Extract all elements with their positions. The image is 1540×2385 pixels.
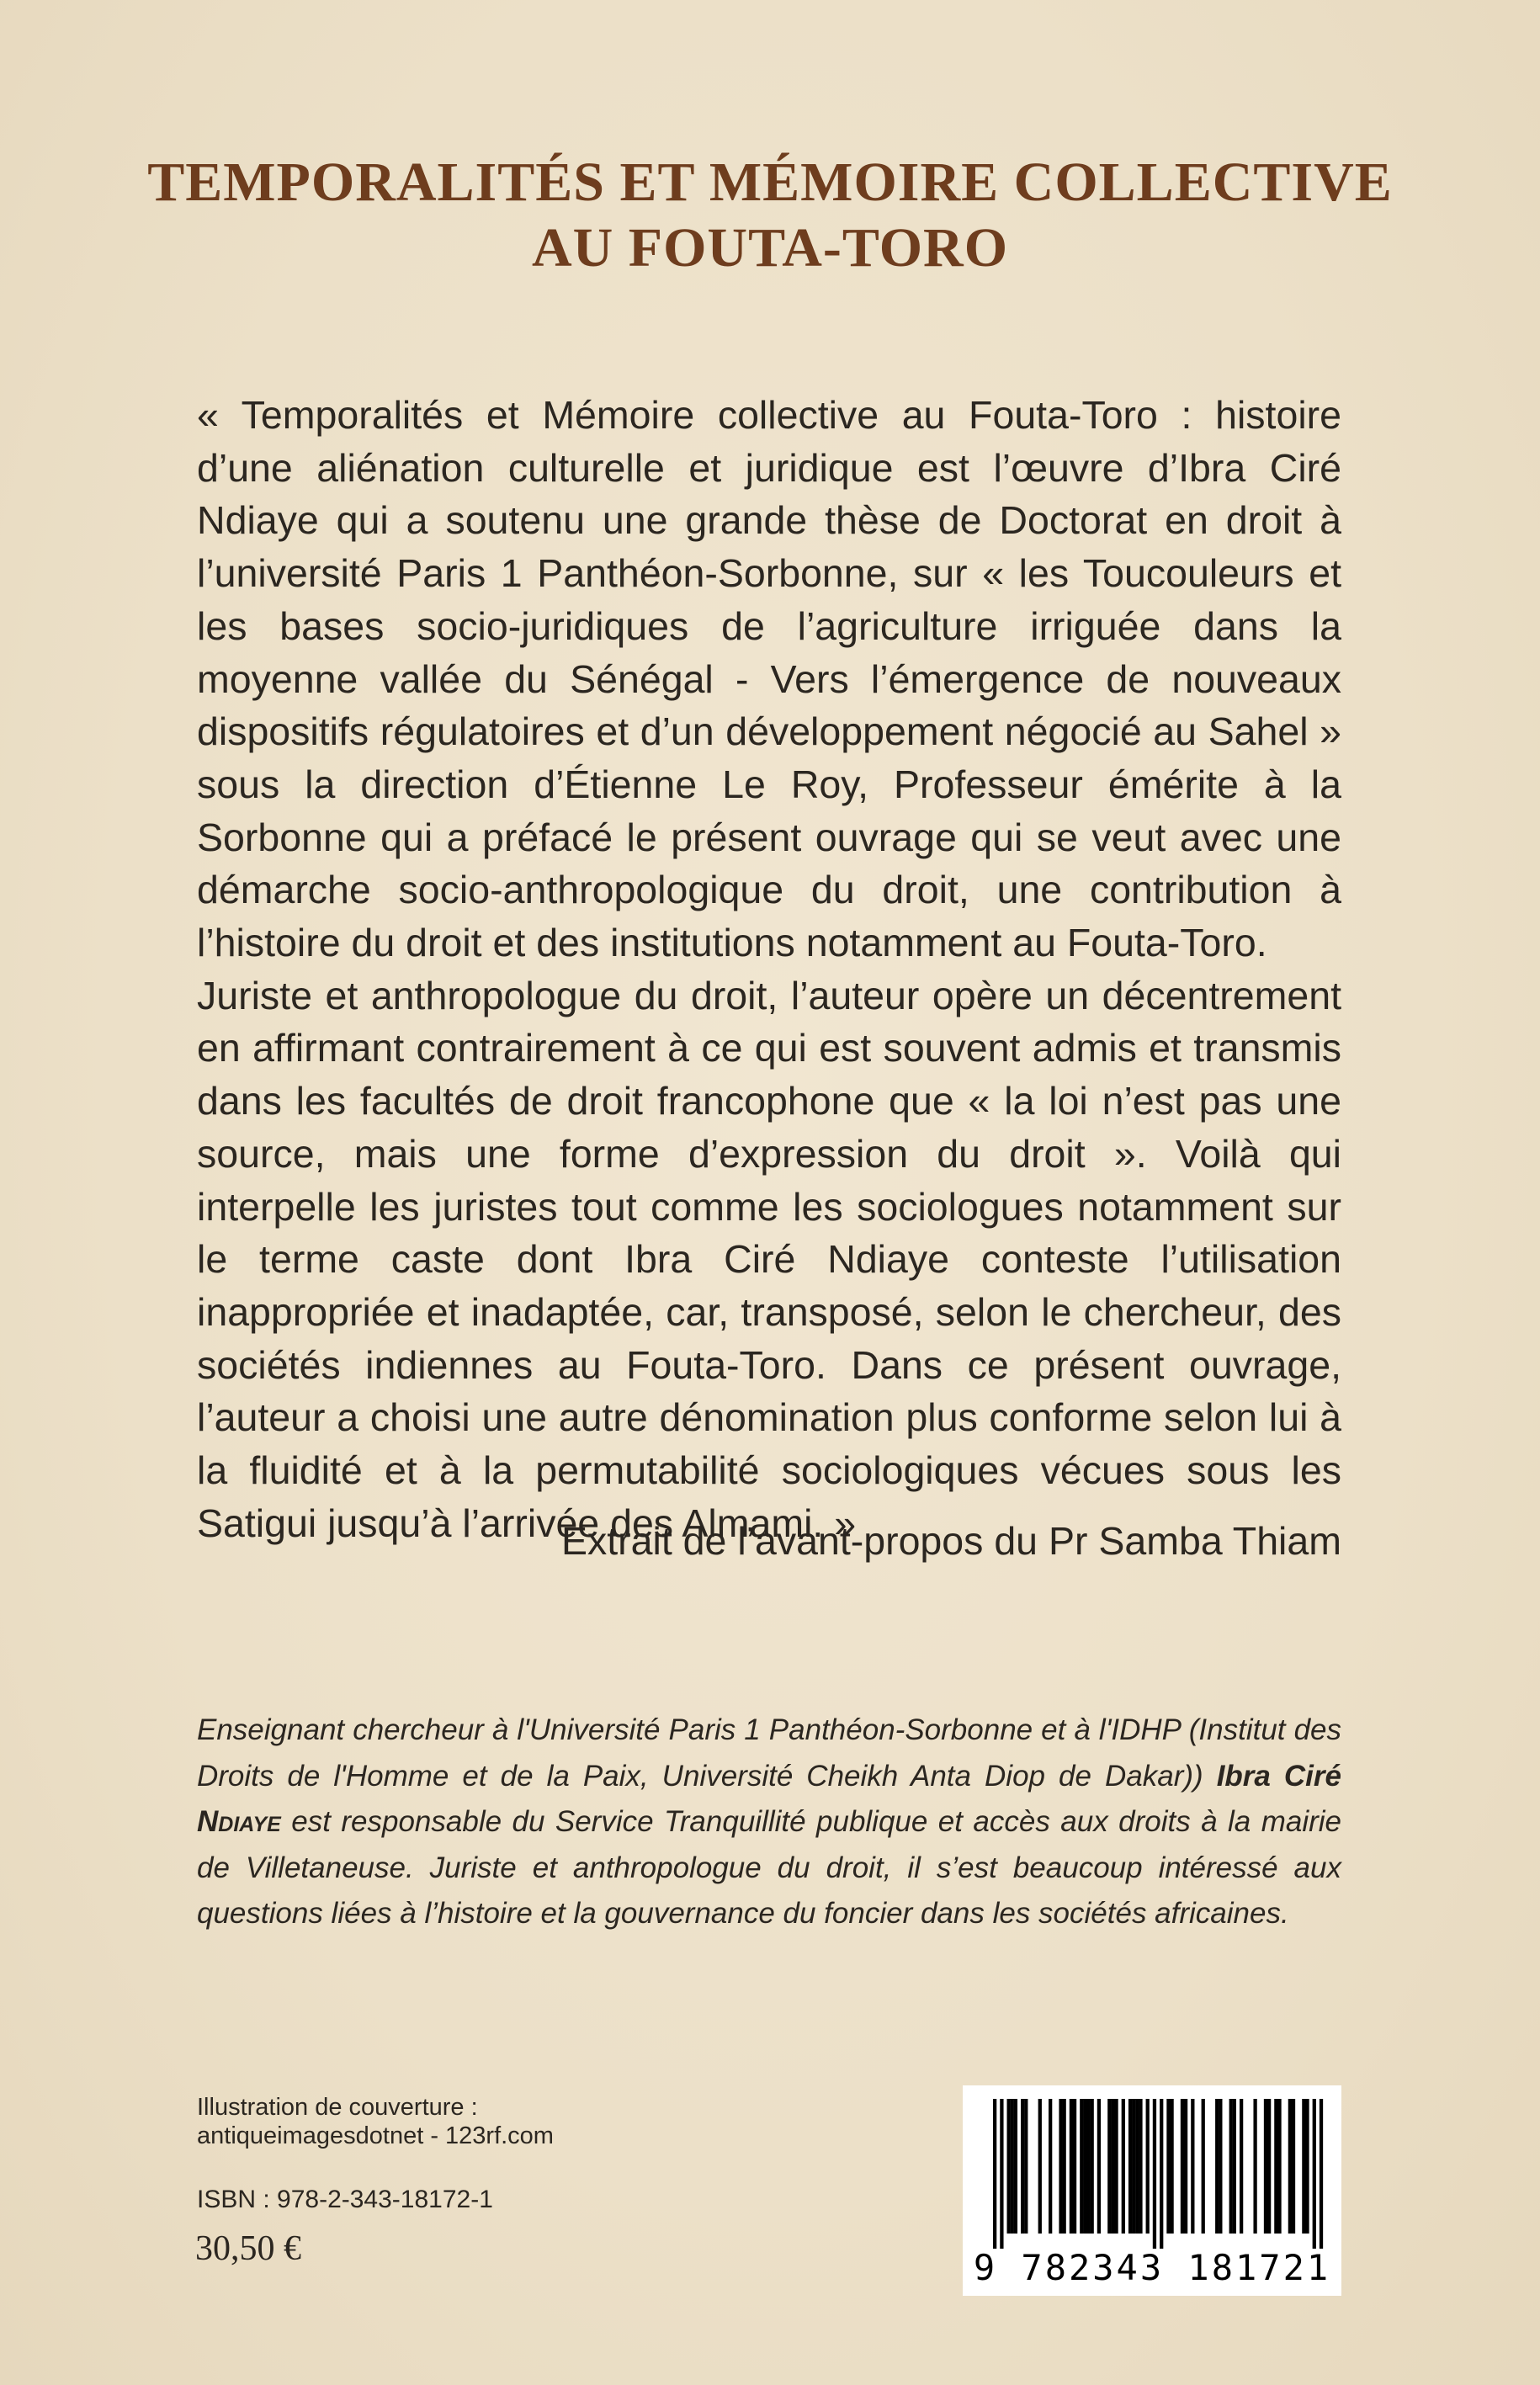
barcode-bar xyxy=(1233,2099,1236,2234)
barcode xyxy=(963,2085,1341,2296)
barcode-bar xyxy=(1135,2099,1139,2234)
barcode-bar xyxy=(1107,2099,1111,2234)
barcode-bar xyxy=(1264,2099,1267,2234)
book-title-line-2: AU FOUTA-TORO xyxy=(531,217,1009,279)
barcode-bar xyxy=(1274,2099,1277,2234)
book-title-line-1: TEMPORALITÉS ET MÉMOIRE COLLECTIVE xyxy=(147,151,1393,213)
barcode-digits: 9 782343 181721 xyxy=(973,2247,1331,2288)
barcode-bar xyxy=(1229,2099,1233,2234)
price: 30,50 € xyxy=(195,2229,301,2268)
author-bio xyxy=(197,1708,1341,1937)
cover-credits-label: Illustration de couverture : xyxy=(197,2094,478,2121)
author-name-first: Ibra Ciré xyxy=(1216,1759,1341,1793)
barcode-bar xyxy=(1011,2099,1014,2234)
abstract xyxy=(197,389,1341,1549)
barcode-bar xyxy=(1049,2099,1052,2234)
barcode-bar xyxy=(1122,2099,1125,2234)
barcode-bar xyxy=(1153,2099,1156,2249)
barcode-bar xyxy=(1059,2099,1062,2234)
barcode-bars xyxy=(976,2099,1328,2249)
book-title xyxy=(0,150,1540,281)
barcode-bar xyxy=(1111,2099,1114,2234)
barcode-bar xyxy=(993,2099,996,2249)
barcode-bar xyxy=(1086,2099,1090,2234)
bio-text-start: Enseignant chercheur à l'Université Paris 1 Panthéon-Sorbonne et à l'IDHP (Institut des Droits de l'Homme et de la Paix, Université Cheikh Anta Diop de Dakar)) xyxy=(197,1713,1341,1793)
barcode-bar xyxy=(1070,2099,1073,2234)
barcode-bar xyxy=(1184,2099,1187,2234)
barcode-bar xyxy=(1267,2099,1271,2234)
isbn: ISBN : 978-2-343-18172-1 xyxy=(197,2186,493,2213)
barcode-bar xyxy=(1170,2099,1173,2234)
barcode-bar xyxy=(1038,2099,1042,2234)
bio-text-end: est responsable du Service Tranquillité publique et accès aux droits à la mairie de Villetaneuse. Juriste et anthropologue du droit, il s’est beaucoup intéressé aux questions liées à l’histoire et la gouvernance du foncier dans les sociétés africaines. xyxy=(197,1805,1341,1930)
abstract-paragraph-2: Juriste et anthropologue du droit, l’auteur opère un décentrement en affirmant contrairement à ce qui est souvent admis et transmis dans les facultés de droit francophone que « la loi n’est pas une source, mais une forme d’expression du droit ». Voilà qui interpelle les juristes tout comme les sociologues notamment sur le terme caste dont Ibra Ciré Ndiaye conteste l’utilisation inappropriée et inadaptée, car, transposé, selon le chercheur, des sociétés indiennes au Fouta-Toro. Dans ce présent ouvrage, l’auteur a choisi une autre dénomination plus conforme selon lui à la fluidité et à la permutabilité sociologiques vécues sous les Satigui jusqu’à l’arrivée des Almami. » xyxy=(197,973,1341,1545)
cover-credits-source: antiqueimagesdotnet - 123rf.com xyxy=(197,2122,554,2149)
barcode-bar xyxy=(1091,2099,1094,2234)
barcode-bar xyxy=(1288,2099,1292,2234)
barcode-bar xyxy=(1114,2099,1118,2234)
barcode-bar xyxy=(1181,2099,1184,2234)
barcode-bar xyxy=(1128,2099,1132,2234)
barcode-bar xyxy=(1160,2099,1163,2249)
barcode-bar xyxy=(1000,2099,1003,2249)
barcode-bar xyxy=(1302,2099,1305,2234)
author-name-last: Ndiaye xyxy=(197,1805,281,1838)
barcode-bar xyxy=(1253,2099,1256,2234)
barcode-bar xyxy=(1063,2099,1066,2234)
barcode-bar xyxy=(1021,2099,1024,2234)
barcode-bar xyxy=(1277,2099,1281,2234)
barcode-bar xyxy=(1215,2099,1219,2234)
barcode-bar xyxy=(1083,2099,1086,2234)
barcode-bar xyxy=(1240,2099,1243,2234)
abstract-paragraph-1: « Temporalités et Mémoire collective au Fouta-Toro : histoire d’une aliénation culturelle et juridique est l’œuvre d’Ibra Ciré Ndiaye qui a soutenu une grande thèse de Doctorat en droit à l’université Paris 1 Panthéon-Sorbonne, sur « les Toucouleurs et les bases socio-juridiques de l’agriculture irriguée dans la moyenne vallée du Sénégal - Vers l’émergence de nouveaux dispositifs régulatoires et d’un développement négocié au Sahel » sous la direction d’Étienne Le Roy, Professeur émérite à la Sorbonne qui a préfacé le présent ouvrage qui se veut avec une démarche socio-anthropologique du droit, une contribution à l’histoire du droit et des institutions notamment au Fouta-Toro. xyxy=(197,393,1341,965)
barcode-bar xyxy=(1202,2099,1205,2234)
barcode-bar xyxy=(1132,2099,1135,2234)
barcode-bar xyxy=(1146,2099,1150,2234)
quote-attribution: Extrait de l’avant-propos du Pr Samba Thiam xyxy=(560,1519,1341,1563)
barcode-bar xyxy=(1097,2099,1101,2234)
barcode-bar xyxy=(1191,2099,1194,2234)
barcode-bar xyxy=(1007,2099,1011,2234)
barcode-bar xyxy=(1166,2099,1170,2234)
barcode-bar xyxy=(1024,2099,1028,2234)
barcode-bar xyxy=(1073,2099,1076,2234)
barcode-bar xyxy=(1080,2099,1083,2234)
barcode-bar xyxy=(1292,2099,1295,2234)
barcode-bar xyxy=(1305,2099,1309,2234)
barcode-bar xyxy=(1320,2099,1323,2249)
barcode-bar xyxy=(1139,2099,1142,2234)
barcode-bar xyxy=(1014,2099,1017,2234)
cover-credits xyxy=(197,2093,554,2150)
barcode-bar xyxy=(1313,2099,1316,2249)
barcode-bar xyxy=(1219,2099,1222,2234)
